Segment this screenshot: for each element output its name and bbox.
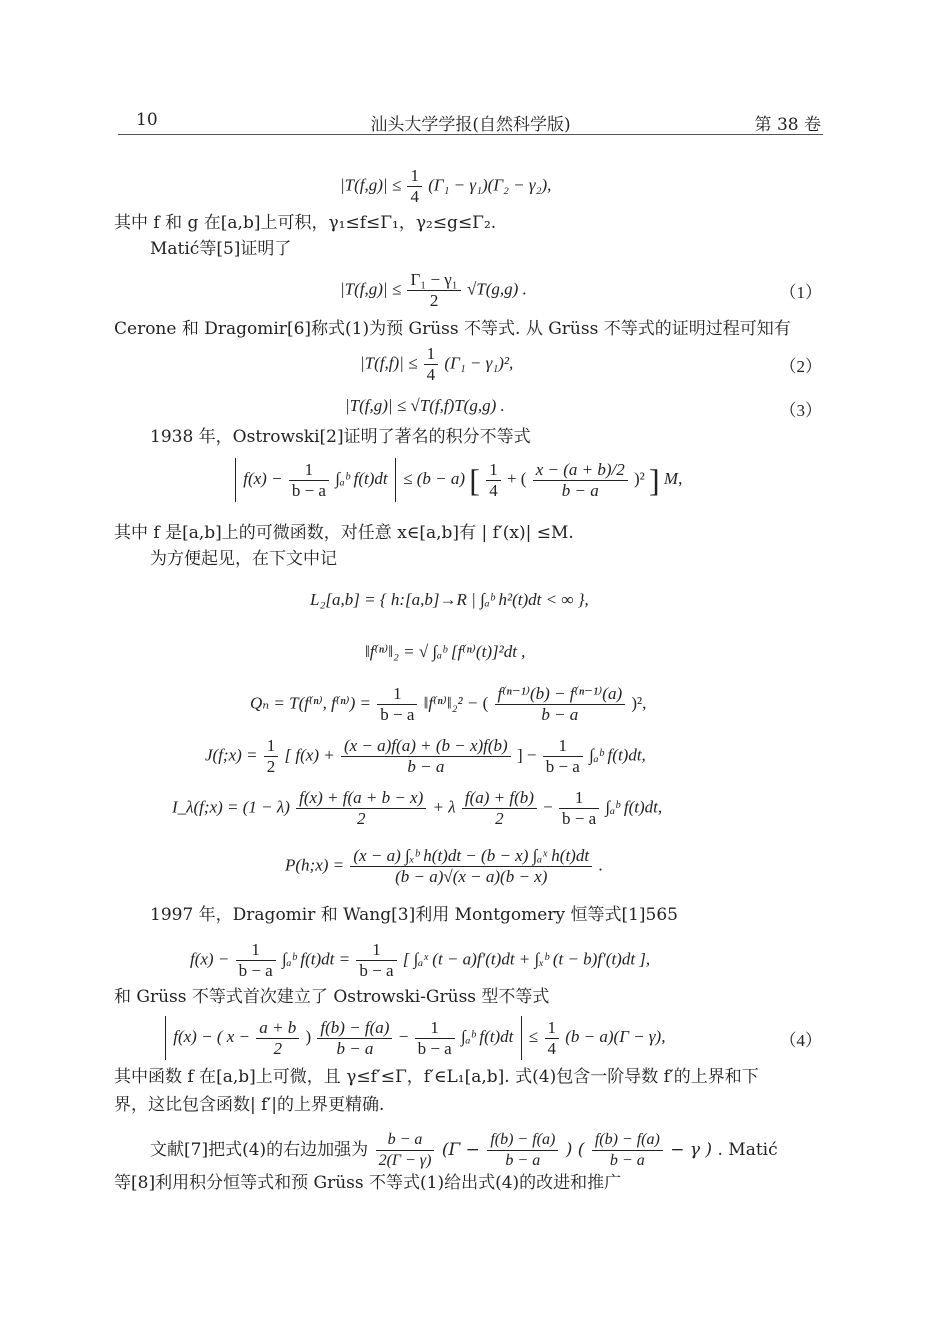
eq2-rhs: (Γ₁ − γ₁)², [444, 353, 514, 373]
frac-den: b − a [359, 961, 394, 980]
fraction-factor [376, 1130, 435, 1171]
text-line: 等[8]利用积分恒等式和预 Grüss 不等式(1)给出式(4)的改进和推广 [114, 1173, 622, 1193]
abs-bar [235, 458, 236, 502]
I-mid: + λ [432, 797, 456, 817]
J-lhs: J(f;x) = [205, 745, 262, 765]
definition-norm: ‖f⁽ⁿ⁾‖₂ = √ ∫ₐᵇ [f⁽ⁿ⁾(t)]²dt , [365, 642, 526, 661]
frac-num: 1 [377, 684, 417, 705]
frac-num: f(a) + f(b) [462, 788, 537, 809]
text-line: 界，这比包含函数| f′|的上界更精确. [114, 1095, 385, 1115]
fraction-quarter [545, 1018, 560, 1059]
frac-den: b − a [505, 1152, 541, 1169]
paren-open: ( [482, 693, 489, 713]
frac-num: 1 [543, 736, 583, 757]
fraction-J-weight [341, 736, 511, 777]
eq1-lhs: |T(f,g)| ≤ [340, 279, 402, 299]
fraction-inverse-length [559, 788, 599, 829]
fraction-inverse-length [289, 460, 329, 501]
gamma-mid: ) ( [565, 1140, 585, 1160]
frac-num: 1 [559, 788, 599, 809]
text-line: 1997 年，Dragomir 和 Wang[3]利用 Montgomery 恒等式[1]565 [150, 905, 678, 925]
frac-num: f(x) + f(a + b − x) [296, 788, 426, 809]
frac-num: 1 [236, 940, 276, 961]
equation-grüss-basic [340, 166, 551, 207]
frac-num: a + b [256, 1018, 299, 1039]
equation-number: （2） [779, 357, 822, 376]
frac-den: 4 [489, 480, 498, 500]
frac-num: (x − a) ∫ₓᵇ h(t)dt − (b − x) ∫ₐˣ h(t)dt [350, 846, 592, 867]
bracket-open: [ [469, 462, 480, 498]
gamma-close: − γ ) [670, 1140, 713, 1160]
frac-num: Γ₁ − γ₁ [407, 270, 460, 291]
og-integral: ∫ₐᵇ f(t)dt [460, 1026, 514, 1046]
text-line: 1938 年，Ostrowski[2]证明了著名的积分不等式 [150, 427, 531, 447]
equation-ostrowski [232, 458, 682, 502]
ostrowski-lhs: f(x) − [243, 468, 287, 488]
text-line: 其中 f 和 g 在[a,b]上可积，γ₁≤f≤Γ₁，γ₂≤g≤Γ₂. [114, 213, 497, 233]
text-fragment: . Matić [717, 1140, 778, 1160]
abs-bar [521, 1016, 522, 1060]
abs-bar [165, 1016, 166, 1060]
frac-num: 1 [415, 1018, 455, 1039]
fraction-quarter [486, 460, 501, 501]
mont-lhs: f(x) − [190, 949, 234, 969]
fraction-inverse-length [356, 940, 396, 981]
frac-den: 2(Γ − γ) [378, 1152, 432, 1169]
I-end: ∫ₐᵇ f(t)dt, [605, 797, 663, 817]
frac-den: (b − a)√(x − a)(b − x) [395, 867, 548, 886]
fraction-P [350, 846, 592, 887]
equation-3: |T(f,g)| ≤ √T(f,f)T(g,g) . [345, 396, 505, 415]
minus-sign: − [543, 797, 553, 817]
text-line-with-formula [150, 1130, 778, 1171]
fraction-inverse-length [543, 736, 583, 777]
ostrowski-end: M, [663, 468, 683, 488]
equation-2 [360, 344, 513, 385]
mont-mid: ∫ₐᵇ f(t)dt = [281, 949, 355, 969]
Qn-lhs: Qₙ = T(f⁽ⁿ⁾, f⁽ⁿ⁾) = [250, 693, 376, 713]
definition-Qn [250, 684, 646, 725]
frac-num: x − (a + b)/2 [533, 460, 628, 481]
ostrowski-mid: ≤ (b − a) [403, 468, 466, 488]
eq2-lhs: |T(f,f)| ≤ [360, 353, 418, 373]
frac-den: 4 [426, 365, 436, 384]
definition-P [285, 846, 603, 887]
fraction-offset [533, 460, 628, 501]
paren-close-squared: )², [631, 693, 647, 713]
frac-den: b − a [545, 757, 580, 776]
fraction-inverse-length [236, 940, 276, 981]
text-line: Cerone 和 Dragomir[6]称式(1)为预 Grüss 不等式. 从 Grüss 不等式的证明过程可知有 [114, 319, 791, 339]
volume-label: 第 38 卷 [754, 115, 821, 135]
frac-den: b − a [380, 705, 415, 724]
frac-den: 2 [273, 1038, 282, 1058]
fraction-midpoint [256, 1018, 299, 1059]
frac-num: 1 [407, 166, 422, 187]
frac-num: 1 [356, 940, 396, 961]
fraction-quarter [424, 344, 439, 385]
fraction-quarter [407, 166, 422, 207]
paren-squared: )² [633, 468, 645, 488]
paren-close: ) [305, 1026, 312, 1046]
definition-L2: L₂[a,b] = { h:[a,b]→R | ∫ₐᵇ h²(t)dt < ∞ }, [310, 590, 589, 609]
equation-1 [340, 270, 527, 311]
fraction-slope [317, 1018, 392, 1059]
frac-den: b − a [561, 480, 599, 500]
eq0-rhs: (Γ₁ − γ₁)(Γ₂ − γ₂), [428, 175, 552, 195]
fraction-slope [592, 1130, 663, 1171]
gamma-open: (Γ − [441, 1140, 480, 1160]
frac-num: 1 [264, 736, 279, 757]
text-line: Matić等[5]证明了 [150, 239, 292, 259]
frac-den: 2 [495, 809, 504, 828]
fraction-inverse-length [377, 684, 417, 725]
plus-sign: + ( [506, 468, 527, 488]
frac-num: 1 [289, 460, 329, 481]
eq1-rhs: √T(g,g) . [466, 279, 527, 299]
minus-sign: − [398, 1026, 409, 1046]
text-line: 其中函数 f 在[a,b]上可微，且 γ≤f′≤Γ，f′∈L₁[a,b]. 式(4)包含一阶导数 f′的上界和下 [114, 1067, 759, 1087]
period: . [598, 855, 603, 875]
frac-den: b − a [336, 1038, 374, 1058]
frac-num: f(b) − f(a) [487, 1130, 558, 1151]
frac-num: (x − a)f(a) + (b − x)f(b) [341, 736, 511, 757]
og-rhs: (b − a)(Γ − γ), [565, 1026, 666, 1046]
frac-den: b − a [407, 757, 445, 776]
equation-montgomery [190, 940, 650, 981]
equation-number: （1） [779, 283, 822, 302]
abs-bar [395, 458, 396, 502]
frac-den: b − a [291, 480, 326, 500]
frac-num: f(b) − f(a) [317, 1018, 392, 1039]
fraction-half [264, 736, 279, 777]
I-lhs: I_λ(f;x) = (1 − λ) [172, 797, 290, 817]
definition-J [205, 736, 646, 777]
frac-num: 1 [545, 1018, 560, 1039]
page-number: 10 [136, 110, 158, 130]
frac-num: f(b) − f(a) [592, 1130, 663, 1151]
text-line: 其中 f 是[a,b]上的可微函数，对任意 x∈[a,b]有 | f′(x)| ≤M. [114, 523, 574, 543]
fraction-inverse-length [415, 1018, 455, 1059]
frac-num: f⁽ⁿ⁻¹⁾(b) − f⁽ⁿ⁻¹⁾(a) [495, 684, 626, 705]
frac-num: b − a [376, 1130, 435, 1151]
frac-den: b − a [609, 1152, 645, 1169]
fraction-I-midpoint [296, 788, 426, 829]
og-lhs: f(x) − ( x − [173, 1026, 255, 1046]
journal-title: 汕头大学学报(自然科学版) [370, 115, 571, 135]
frac-num: 1 [424, 344, 439, 365]
bracket-close: ] [649, 462, 660, 498]
equation-number: （3） [779, 401, 822, 420]
ostrowski-integral: ∫ₐᵇ f(t)dt [335, 468, 388, 488]
fraction-gamma [407, 270, 460, 311]
frac-den: b − a [562, 809, 597, 828]
eq0-lhs: |T(f,g)| ≤ [340, 175, 402, 195]
text-line: 为方便起见，在下文中记 [150, 549, 337, 569]
P-lhs: P(h;x) = [285, 855, 349, 875]
fraction-derivative-diff [495, 684, 626, 725]
frac-den: 4 [410, 187, 419, 206]
text-fragment: 文献[7]把式(4)的右边加强为 [150, 1140, 369, 1160]
frac-den: 2 [429, 291, 439, 310]
bracket-close: ] − [516, 745, 537, 765]
text-line: 和 Grüss 不等式首次建立了 Ostrowski-Grüss 型不等式 [114, 987, 550, 1007]
frac-den: b − a [417, 1038, 452, 1058]
definition-I-lambda [172, 788, 662, 829]
running-header [118, 108, 823, 135]
frac-den: 2 [356, 809, 366, 828]
J-mid: [ f(x) + [284, 745, 339, 765]
frac-den: b − a [238, 961, 273, 980]
frac-den: 2 [266, 757, 276, 776]
mont-rhs: [ ∫ₐˣ (t − a)f′(t)dt + ∫ₓᵇ (t − b)f′(t)dt ], [402, 949, 651, 969]
Qn-mid: ‖f⁽ⁿ⁾‖₂² − [423, 693, 483, 713]
frac-den: 4 [547, 1038, 556, 1058]
fraction-I-trapezoid [462, 788, 537, 829]
frac-num: 1 [486, 460, 501, 481]
leq-sign: ≤ [528, 1026, 539, 1046]
equation-4 [162, 1016, 665, 1060]
J-end: ∫ₐᵇ f(t)dt, [589, 745, 646, 765]
equation-number: （4） [779, 1031, 822, 1050]
fraction-slope [487, 1130, 558, 1171]
frac-den: b − a [541, 705, 579, 724]
